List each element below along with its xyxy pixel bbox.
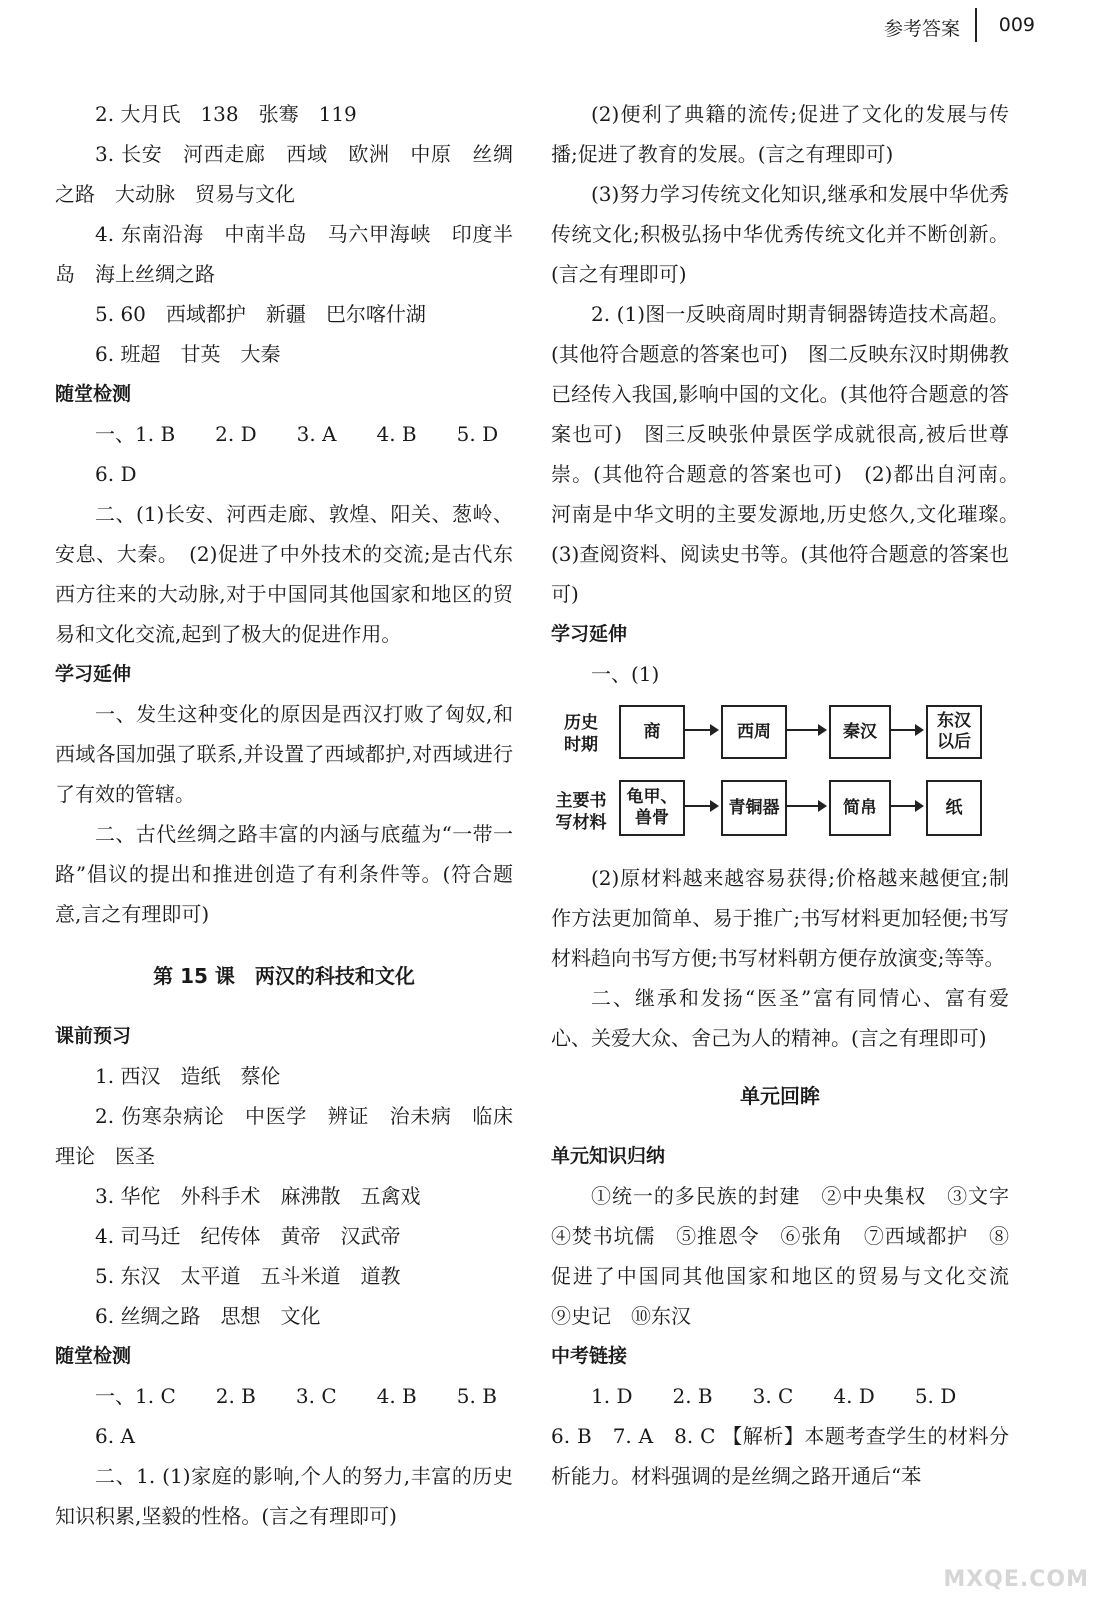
header-divider xyxy=(975,8,977,42)
writing-materials-diagram xyxy=(551,700,1009,850)
period-box: 秦汉 xyxy=(829,705,891,759)
period-box: 商 xyxy=(619,705,685,759)
arrow-right xyxy=(785,805,825,807)
material-box: 青铜器 xyxy=(721,780,787,836)
row-label-period: 历史 时期 xyxy=(564,713,598,755)
answer-paragraph: 二、1. (1)家庭的影响,个人的努力,丰富的历史知识积累,坚毅的性格。(言之有理即可) xyxy=(55,1464,513,1528)
material-box: 龟甲、 兽骨 xyxy=(619,780,685,836)
unit-title: 单元回眸 xyxy=(740,1084,820,1108)
choice-answers: 1. D 2. B 3. C 4. D 5. D xyxy=(591,1384,957,1408)
left-column xyxy=(55,94,513,1536)
section-heading: 单元知识归纳 xyxy=(551,1145,666,1167)
answer-line: 6. 丝绸之路 思想 文化 xyxy=(95,1304,321,1328)
answer-paragraph: 一、发生这种变化的原因是西汉打败了匈奴,和西域各国加强了联系,并设置了西域都护,对西域进行了有效的管辖。 xyxy=(55,702,513,806)
choice-answers: 6. A xyxy=(95,1424,135,1448)
site-watermark xyxy=(945,1534,1095,1594)
answer-paragraph: (2)原材料越来越容易获得;价格越来越便宜;制作方法更加简单、易于推广;书写材料更加轻便;书写材料趋向书写方便;书写材料朝方便存放演变;等等。 xyxy=(551,866,1009,970)
period-box: 东汉 以后 xyxy=(926,705,982,759)
choice-answers: 6. D xyxy=(95,462,137,486)
answer-line: 1. 西汉 造纸 蔡伦 xyxy=(95,1064,281,1088)
material-box: 纸 xyxy=(926,780,982,836)
answer-line: 2. 大月氏 138 张骞 119 xyxy=(95,102,357,126)
section-heading: 随堂检测 xyxy=(55,383,132,405)
answer-line: 5. 60 西域都护 新疆 巴尔喀什湖 xyxy=(95,302,426,326)
choice-answers: 一、1. B 2. D 3. A 4. B 5. D xyxy=(95,422,499,446)
answer-paragraph: 2. (1)图一反映商周时期青铜器铸造技术高超。(其他符合题意的答案也可) 图二反映东汉时期佛教已经传入我国,影响中国的文化。(其他符合题意的答案也可) 图三反映张仲景医学成就很高,被后世尊崇。(其他符合题意的答案也可) (2)都出自河南。 河南是中华文明的主要发源地,历史悠久,文化璀璨。 (3)查阅资料、阅读史书等。(其他符合题意的答案也可) xyxy=(551,302,1029,606)
answer-paragraph: (3)努力学习传统文化知识,继承和发展中华优秀传统文化;积极弘扬中华优秀传统文化并不断创新。(言之有理即可) xyxy=(551,182,1009,286)
answer-paragraph: ①统一的多民族的封建 ②中央集权 ③文字 ④焚书坑儒 ⑤推恩令 ⑥张角 ⑦西域都护 ⑧促进了中国同其他国家和地区的贸易与文化交流 ⑨史记 ⑩东汉 xyxy=(551,1184,1029,1328)
answer-line: 3. 华佗 外科手术 麻沸散 五禽戏 xyxy=(95,1184,421,1208)
answer-line: 6. 班超 甘英 大秦 xyxy=(95,342,281,366)
arrow-right xyxy=(889,805,922,807)
page-number: 009 xyxy=(998,14,1035,36)
row-label-material: 主要书 写材料 xyxy=(555,791,607,833)
answer-paragraph: 6. B 7. A 8. C 【解析】本题考查学生的材料分析能力。材料强调的是丝绸之路开通后“苯 xyxy=(551,1424,1009,1488)
lesson-title: 第 15 课 两汉的科技和文化 xyxy=(153,964,415,988)
material-box: 简帛 xyxy=(829,780,891,836)
answer-line: 5. 东汉 太平道 五斗米道 道教 xyxy=(95,1264,401,1288)
section-heading: 课前预习 xyxy=(55,1025,132,1047)
answer-line: 3. 长安 河西走廊 西域 欧洲 中原 丝绸之路 大动脉 贸易与文化 xyxy=(55,142,513,206)
section-heading: 学习延伸 xyxy=(551,623,628,645)
answer-paragraph: 二、(1)长安、河西走廊、敦煌、阳关、葱岭、安息、大秦。 (2)促进了中外技术的交流;是古代东西方往来的大动脉,对于中国同其他国家和地区的贸易和文化交流,起到了极大的促进作用。 xyxy=(55,502,513,646)
arrow-right xyxy=(785,729,825,731)
period-box: 西周 xyxy=(721,705,787,759)
page-header xyxy=(805,14,1105,42)
choice-answers: 一、1. C 2. B 3. C 4. B 5. B xyxy=(95,1384,497,1408)
section-heading: 中考链接 xyxy=(551,1345,628,1367)
answer-paragraph: 二、继承和发扬“医圣”富有同情心、富有爱心、关爱大众、舍己为人的精神。(言之有理即可) xyxy=(551,986,1009,1050)
answer-line: 4. 司马迁 纪传体 黄帝 汉武帝 xyxy=(95,1224,401,1248)
header-title: 参考答案 xyxy=(883,18,960,40)
answer-paragraph: (2)便利了典籍的流传;促进了文化的发展与传播;促进了教育的发展。(言之有理即可) xyxy=(551,102,1009,166)
arrow-right xyxy=(683,805,717,807)
answer-line: 2. 伤寒杂病论 中医学 辨证 治未病 临床理论 医圣 xyxy=(55,1104,513,1168)
answer-line: 4. 东南沿海 中南半岛 马六甲海峡 印度半岛 海上丝绸之路 xyxy=(55,222,513,286)
answer-paragraph: 二、古代丝绸之路丰富的内涵与底蕴为“一带一路”倡议的提出和推进创造了有利条件等。(符合题意,言之有理即可) xyxy=(55,822,513,926)
section-heading: 学习延伸 xyxy=(55,663,132,685)
sub-question-label: 一、(1) xyxy=(591,662,660,686)
watermark-text: MXQE.COM xyxy=(943,1567,1089,1592)
right-column xyxy=(551,94,1029,1496)
arrow-right xyxy=(889,729,922,731)
arrow-right xyxy=(683,729,717,731)
section-heading: 随堂检测 xyxy=(55,1345,132,1367)
